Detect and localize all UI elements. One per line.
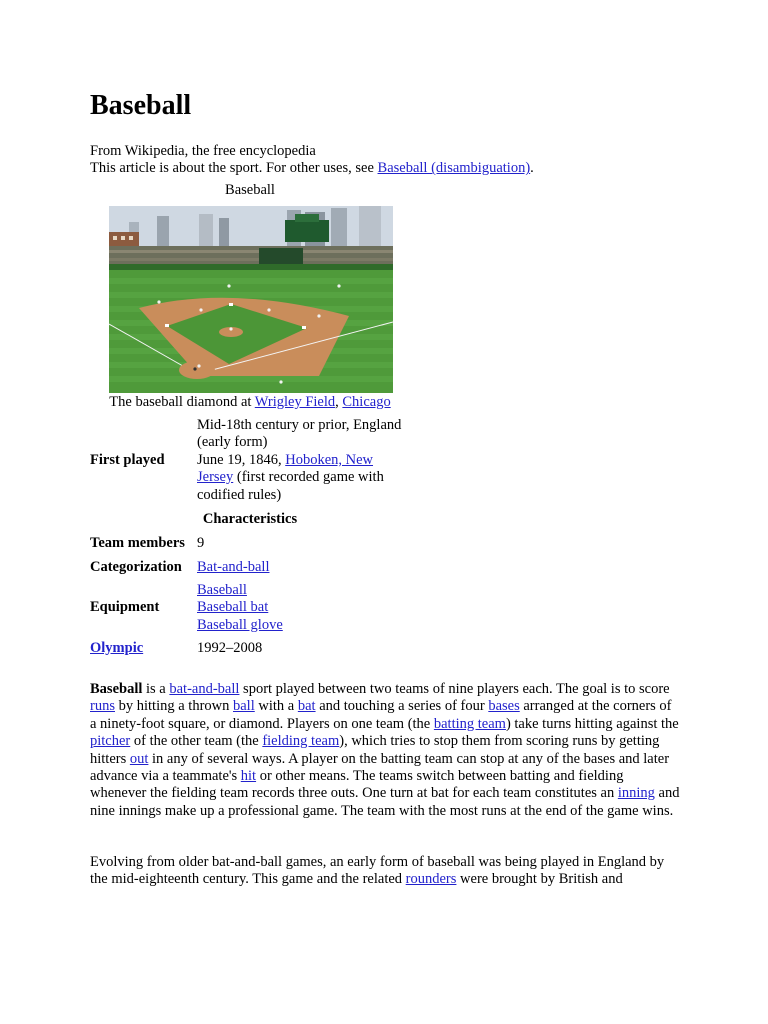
first-played-line: Mid-18th century or prior, England: [197, 417, 402, 433]
wrigley-field-link[interactable]: Wrigley Field: [254, 394, 336, 410]
photo-caption: [90, 394, 410, 411]
team-members-label: Team members: [90, 535, 185, 551]
paragraph-text: with a: [254, 698, 298, 715]
hatnote-suffix: .: [530, 160, 534, 177]
caption-text: The baseball diamond at: [109, 394, 255, 410]
caption-separator: ,: [335, 394, 343, 410]
first-played-label: First played: [90, 452, 165, 468]
olympic-link[interactable]: Olympic: [90, 640, 144, 656]
paragraph-history: [90, 854, 680, 889]
paragraph-text: ) take turns hitting against the: [505, 715, 679, 732]
hit-link[interactable]: hit: [240, 768, 257, 785]
paragraph-text: arranged at the corners of a ninety-foot square, or diamond. Players on one team (the: [90, 698, 672, 732]
first-played-note: (first recorded game with: [233, 469, 384, 486]
pitcher-link[interactable]: pitcher: [90, 733, 131, 750]
olympic-value: 1992–2008: [197, 640, 263, 656]
equipment-item: [197, 599, 422, 616]
first-played-value: [197, 417, 422, 504]
disambiguation-link[interactable]: Baseball (disambiguation): [377, 160, 531, 177]
equipment-label: Equipment: [90, 599, 160, 615]
paragraph-2: [90, 854, 680, 889]
first-played-line: [197, 469, 422, 486]
hatnote: [90, 160, 730, 177]
jersey-link[interactable]: Jersey: [197, 469, 234, 486]
out-link[interactable]: out: [129, 750, 149, 767]
paragraph-text: of the other team (the: [130, 733, 263, 750]
paragraph-1: [90, 681, 680, 820]
rounders-link[interactable]: rounders: [405, 871, 457, 888]
hoboken-link[interactable]: Hoboken, New: [285, 451, 374, 468]
lead-term: Baseball: [90, 681, 143, 697]
first-played-row: [90, 417, 420, 505]
paragraph-text: is a: [142, 681, 170, 697]
runs-link[interactable]: runs: [90, 698, 115, 715]
paragraph-text: in any of several ways. A player on the batting team can stop at any of the bases and later advance via a teammate's: [90, 750, 670, 785]
equipment-list: [197, 582, 422, 634]
bat-and-ball-link[interactable]: Bat-and-ball: [197, 559, 270, 575]
first-played-line: [197, 452, 422, 469]
hatnote-text: This article is about the sport. For other uses, see: [90, 160, 378, 177]
characteristics-heading: Characteristics: [202, 511, 298, 527]
from-line: From Wikipedia, the free encyclopedia: [90, 143, 316, 159]
bat-and-ball-link[interactable]: bat-and-ball: [169, 681, 240, 697]
paragraph-text: sport played between two teams of nine players each. The goal is to score: [239, 681, 670, 697]
paragraph-text: Evolving from older bat-and-ball games, an early form of baseball was being played in England by the mid-eighteenth century. This game and the related: [90, 854, 665, 888]
paragraph-text: and touching a series of four: [315, 698, 489, 715]
first-played-line: codified rules): [197, 486, 282, 503]
baseball-glove-link[interactable]: Baseball glove: [197, 616, 283, 633]
paragraph-text: and nine innings make up a professional game. The team with the most runs at the end of the game wins.: [90, 785, 680, 819]
paragraph-text: or other means. The teams switch between batting and fielding whenever the fielding team records three outs. One turn at bat for each team constitutes an: [90, 768, 624, 802]
ball-link[interactable]: ball: [233, 698, 255, 715]
infobox-title: Baseball: [225, 182, 275, 198]
first-played-line: (early form): [197, 434, 268, 451]
intro: [90, 143, 730, 178]
equipment-row: [90, 582, 420, 636]
bat-link[interactable]: bat: [297, 698, 316, 715]
equipment-item: [197, 582, 422, 599]
bases-link[interactable]: bases: [488, 698, 520, 715]
categorization-value: [197, 559, 422, 576]
fielding-team-link[interactable]: fielding team: [262, 733, 340, 750]
categorization-label: Categorization: [90, 559, 182, 575]
team-members-value: 9: [197, 535, 205, 551]
chicago-link[interactable]: Chicago: [342, 394, 391, 410]
paragraph-text: ), which tries to stop them from scoring runs by getting hitters: [90, 733, 660, 767]
batting-team-link[interactable]: batting team: [433, 715, 506, 732]
inning-link[interactable]: inning: [617, 785, 655, 802]
page-title: Baseball: [90, 90, 192, 121]
equipment-item: [197, 617, 422, 634]
paragraph-text: were brought by British and: [456, 871, 623, 888]
baseball-link[interactable]: Baseball: [197, 582, 247, 598]
baseball-bat-link[interactable]: Baseball bat: [197, 599, 269, 616]
first-played-date: June 19, 1846,: [197, 451, 286, 468]
baseball-diamond-photo: [109, 206, 393, 393]
paragraph-text: by hitting a thrown: [114, 698, 233, 715]
paragraph-intro: [90, 681, 680, 820]
